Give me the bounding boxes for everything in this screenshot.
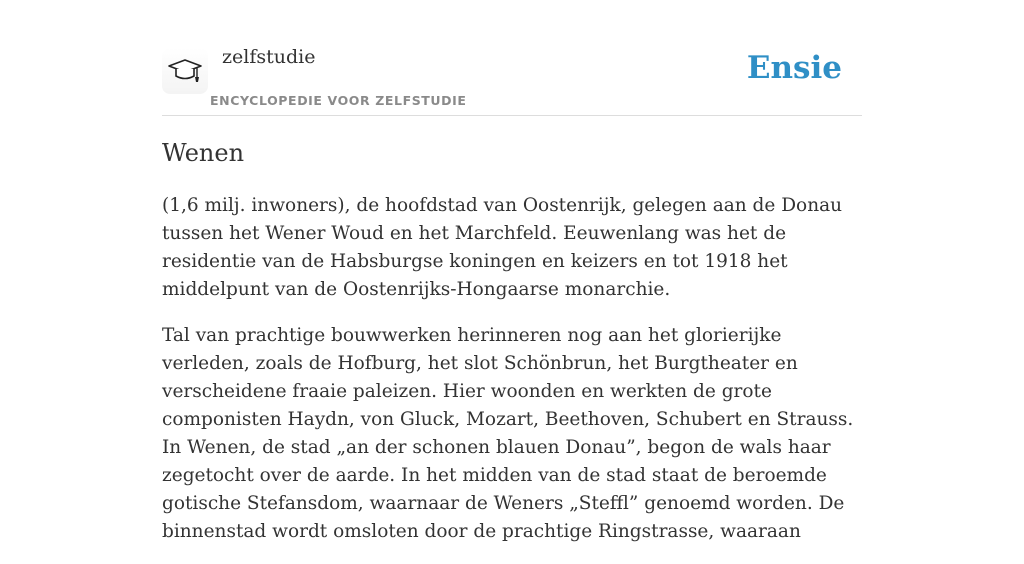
article-paragraph: (1,6 milj. inwoners), de hoofdstad van Oostenrijk, gelegen aan de Donau tussen het Wener Woud en het Marchfeld. Eeuwenlang was het de residentie van de Habsburgse koningen en keizers en tot 1918 het middelpunt van de Oostenrijks-Hongaarse monarchie.	[162, 195, 843, 300]
page-container	[162, 0, 862, 542]
page-title: Wenen	[162, 139, 245, 167]
article-body	[162, 192, 862, 564]
site-logo[interactable]	[162, 48, 208, 94]
site-tagline: ENCYCLOPEDIE VOOR ZELFSTUDIE	[210, 93, 467, 108]
article-paragraph: Tal van prachtige bouwwerken herinneren nog aan het glorierijke verleden, zoals de Hofburg, het slot Schönbrun, het Burgtheater en verscheidene fraaie paleizen. Hier woonden en werkten de grote componisten Haydn, von Gluck, Mozart, Beethoven, Schubert en Strauss. In Wenen, de stad „an der schonen blauen Donau”, begon de wals haar zegetocht over de aarde. In het midden van de stad staat de beroemde gotische Stefansdom, waarnaar de Weners „Steffl” genoemd worden. De binnenstad wordt omsloten door de prachtige Ringstrasse, waaraan	[162, 325, 854, 542]
site-header	[162, 0, 862, 116]
ensie-brand-link[interactable]: Ensie	[746, 50, 842, 86]
site-name[interactable]: zelfstudie	[222, 46, 316, 68]
graduation-cap-icon	[167, 57, 203, 87]
